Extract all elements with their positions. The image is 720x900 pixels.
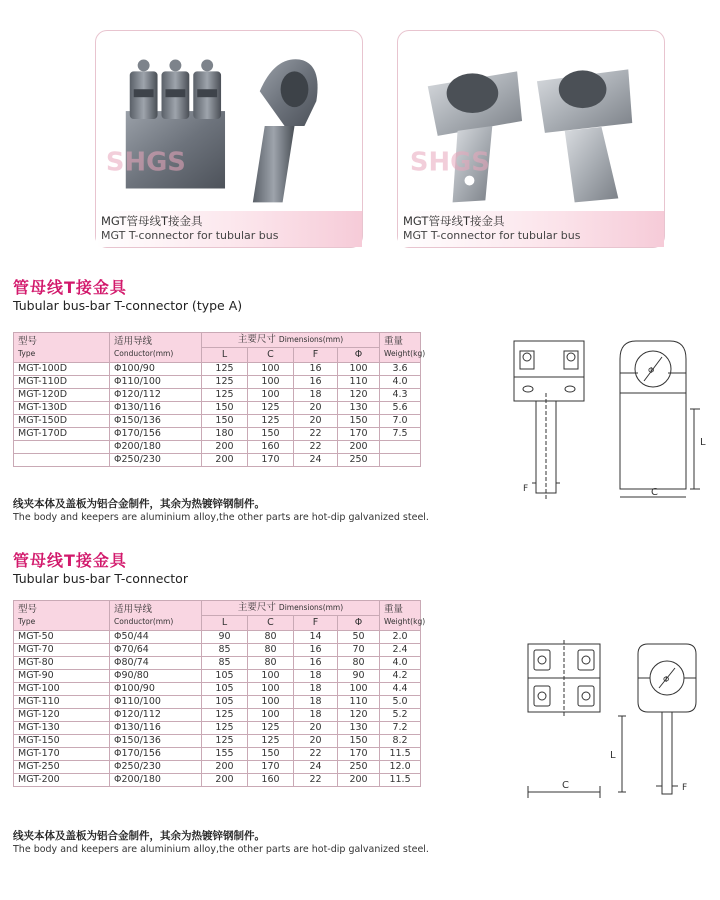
section-b-title-cn: 管母线T接金具: [13, 551, 127, 570]
drawing-b-label-l: L: [610, 750, 616, 761]
cell-l: 85: [202, 657, 248, 670]
cell-l: 125: [202, 376, 248, 389]
cell-c: 160: [248, 774, 294, 787]
cell-f: 22: [294, 748, 338, 761]
col-header-weight: 重量 Weight(kg): [380, 333, 421, 363]
cell-l: 200: [202, 454, 248, 467]
cell-phi: 170: [338, 748, 380, 761]
cell-c: 100: [248, 389, 294, 402]
cell-type: [14, 441, 110, 454]
cell-c: 125: [248, 722, 294, 735]
drawing-a-label-c: C: [651, 487, 658, 498]
cell-f: 18: [294, 670, 338, 683]
cell-conductor: Φ200/180: [110, 774, 202, 787]
cell-l: 155: [202, 748, 248, 761]
cell-type: MGT-130: [14, 722, 110, 735]
col-header-conductor: 适用导线 Conductor(mm): [110, 601, 202, 631]
photo-caption-cn-1: MGT管母线T接金具: [101, 214, 203, 228]
cell-conductor: Φ120/112: [110, 389, 202, 402]
cell-f: 18: [294, 389, 338, 402]
cell-phi: 130: [338, 722, 380, 735]
cell-phi: 50: [338, 631, 380, 644]
cell-l: 200: [202, 441, 248, 454]
table-row: [14, 735, 421, 748]
cell-l: 150: [202, 415, 248, 428]
cell-phi: 80: [338, 657, 380, 670]
svg-text:SHGS: SHGS: [105, 147, 186, 178]
drawing-a-label-phi: Φ: [648, 366, 655, 375]
cell-type: MGT-100: [14, 683, 110, 696]
cell-l: 105: [202, 683, 248, 696]
cell-f: 20: [294, 735, 338, 748]
col-header-type: 型号 Type: [14, 601, 110, 631]
cell-type: MGT-70: [14, 644, 110, 657]
section-a-title-en: Tubular bus-bar T-connector (type A): [13, 298, 243, 313]
section-a-title-cn: 管母线T接金具: [13, 278, 127, 297]
cell-f: 14: [294, 631, 338, 644]
cell-type: MGT-200: [14, 774, 110, 787]
cell-phi: 150: [338, 735, 380, 748]
cell-c: 125: [248, 735, 294, 748]
cell-phi: 200: [338, 774, 380, 787]
cell-c: 125: [248, 415, 294, 428]
cell-l: 150: [202, 402, 248, 415]
product-photo-card-2: [397, 30, 665, 248]
cell-conductor: Φ110/100: [110, 696, 202, 709]
cell-type: MGT-50: [14, 631, 110, 644]
cell-c: 170: [248, 454, 294, 467]
col-header-l: L: [202, 348, 248, 363]
col-header-l: L: [202, 616, 248, 631]
cell-f: 20: [294, 402, 338, 415]
cell-weight: 2.4: [380, 644, 421, 657]
drawing-a-label-f: F: [523, 484, 529, 494]
spec-table-b: [13, 600, 426, 787]
cell-f: 22: [294, 774, 338, 787]
cell-c: 125: [248, 402, 294, 415]
cell-f: 16: [294, 657, 338, 670]
cell-type: MGT-120: [14, 709, 110, 722]
cell-type: MGT-170D: [14, 428, 110, 441]
svg-text:SHGS: SHGS: [409, 147, 490, 178]
cell-c: 160: [248, 441, 294, 454]
cell-weight: 4.3: [380, 389, 421, 402]
cell-l: 105: [202, 670, 248, 683]
cell-f: 18: [294, 683, 338, 696]
cell-weight: 11.5: [380, 774, 421, 787]
section-a-note-en: The body and keepers are aluminium alloy,the other parts are hot-dip galvanized steel.: [13, 512, 429, 523]
table-row: [14, 748, 421, 761]
cell-weight: 5.6: [380, 402, 421, 415]
drawing-a: [508, 333, 708, 503]
cell-conductor: Φ50/44: [110, 631, 202, 644]
cell-conductor: Φ120/112: [110, 709, 202, 722]
photo-caption-en-2: MGT T-connector for tubular bus: [403, 229, 581, 242]
cell-c: 170: [248, 761, 294, 774]
col-header-dimensions: 主要尺寸 Dimensions(mm): [202, 601, 380, 616]
product-photo-1: [96, 31, 362, 211]
cell-phi: 250: [338, 454, 380, 467]
cell-weight: 7.5: [380, 428, 421, 441]
cell-weight: 5.2: [380, 709, 421, 722]
cell-l: 125: [202, 363, 248, 376]
drawing-a-label-l: L: [700, 437, 706, 448]
cell-weight: 12.0: [380, 761, 421, 774]
cell-weight: 7.2: [380, 722, 421, 735]
cell-weight: 2.0: [380, 631, 421, 644]
cell-type: MGT-110: [14, 696, 110, 709]
cell-weight: 4.4: [380, 683, 421, 696]
cell-c: 80: [248, 657, 294, 670]
table-row: [14, 631, 421, 644]
cell-weight: 7.0: [380, 415, 421, 428]
cell-weight: 4.0: [380, 657, 421, 670]
cell-l: 125: [202, 709, 248, 722]
cell-f: 20: [294, 722, 338, 735]
table-row: [14, 722, 421, 735]
table-row: [14, 644, 421, 657]
cell-phi: 150: [338, 415, 380, 428]
cell-l: 125: [202, 722, 248, 735]
product-photo-2: [398, 31, 664, 211]
cell-l: 125: [202, 389, 248, 402]
col-header-conductor: 适用导线 Conductor(mm): [110, 333, 202, 363]
section-a-note-cn: 线夹本体及盖板为铝合金制件，其余为热镀锌钢制件。: [13, 498, 265, 510]
col-header-f: F: [294, 348, 338, 363]
cell-l: 180: [202, 428, 248, 441]
table-row: [14, 774, 421, 787]
cell-c: 100: [248, 376, 294, 389]
col-header-phi: Φ: [338, 616, 380, 631]
cell-conductor: Φ130/116: [110, 402, 202, 415]
drawing-b: [520, 640, 710, 805]
cell-l: 200: [202, 761, 248, 774]
table-row: [14, 441, 421, 454]
cell-weight: 4.0: [380, 376, 421, 389]
cell-weight: [380, 454, 421, 467]
cell-phi: 110: [338, 696, 380, 709]
cell-phi: 120: [338, 389, 380, 402]
cell-phi: 90: [338, 670, 380, 683]
cell-f: 16: [294, 363, 338, 376]
cell-phi: 200: [338, 441, 380, 454]
col-header-c: C: [248, 348, 294, 363]
cell-conductor: Φ250/230: [110, 454, 202, 467]
cell-weight: 3.6: [380, 363, 421, 376]
cell-type: [14, 454, 110, 467]
section-b-note-en: The body and keepers are aluminium alloy,the other parts are hot-dip galvanized steel.: [13, 844, 429, 855]
table-row: [14, 389, 421, 402]
cell-conductor: Φ80/74: [110, 657, 202, 670]
product-photo-card-1: [95, 30, 363, 248]
table-row: [14, 363, 421, 376]
cell-conductor: Φ100/90: [110, 683, 202, 696]
cell-f: 24: [294, 454, 338, 467]
cell-conductor: Φ250/230: [110, 761, 202, 774]
cell-l: 125: [202, 735, 248, 748]
cell-f: 16: [294, 644, 338, 657]
cell-type: MGT-120D: [14, 389, 110, 402]
drawing-b-label-c: C: [562, 780, 569, 791]
cell-c: 100: [248, 683, 294, 696]
table-row: [14, 454, 421, 467]
cell-conductor: Φ150/136: [110, 415, 202, 428]
spec-table-a: [13, 332, 426, 467]
cell-type: MGT-130D: [14, 402, 110, 415]
col-header-f: F: [294, 616, 338, 631]
cell-conductor: Φ90/80: [110, 670, 202, 683]
table-row: [14, 696, 421, 709]
col-header-c: C: [248, 616, 294, 631]
cell-type: MGT-170: [14, 748, 110, 761]
cell-c: 80: [248, 644, 294, 657]
table-row: [14, 415, 421, 428]
drawing-b-label-f: F: [682, 783, 688, 793]
photo-caption-1: [96, 211, 362, 247]
cell-weight: [380, 441, 421, 454]
cell-conductor: Φ130/116: [110, 722, 202, 735]
cell-c: 100: [248, 696, 294, 709]
cell-c: 150: [248, 748, 294, 761]
photo-caption-cn-2: MGT管母线T接金具: [403, 214, 505, 228]
cell-f: 20: [294, 415, 338, 428]
cell-c: 100: [248, 363, 294, 376]
table-row: [14, 402, 421, 415]
cell-f: 16: [294, 376, 338, 389]
cell-type: MGT-250: [14, 761, 110, 774]
table-row: [14, 683, 421, 696]
photo-caption-en-1: MGT T-connector for tubular bus: [101, 229, 279, 242]
cell-f: 18: [294, 696, 338, 709]
table-row: [14, 709, 421, 722]
cell-weight: 5.0: [380, 696, 421, 709]
cell-type: MGT-150D: [14, 415, 110, 428]
cell-f: 22: [294, 441, 338, 454]
col-header-dimensions: 主要尺寸 Dimensions(mm): [202, 333, 380, 348]
cell-weight: 11.5: [380, 748, 421, 761]
cell-weight: 8.2: [380, 735, 421, 748]
cell-l: 105: [202, 696, 248, 709]
cell-type: MGT-100D: [14, 363, 110, 376]
table-row: [14, 428, 421, 441]
col-header-type: 型号 Type: [14, 333, 110, 363]
cell-type: MGT-110D: [14, 376, 110, 389]
cell-l: 90: [202, 631, 248, 644]
cell-c: 100: [248, 709, 294, 722]
cell-f: 24: [294, 761, 338, 774]
cell-conductor: Φ170/156: [110, 428, 202, 441]
cell-f: 18: [294, 709, 338, 722]
cell-phi: 100: [338, 363, 380, 376]
cell-f: 22: [294, 428, 338, 441]
col-header-weight: 重量 Weight(kg): [380, 601, 421, 631]
table-row: [14, 670, 421, 683]
drawing-b-label-phi: Φ: [663, 675, 670, 684]
cell-conductor: Φ70/64: [110, 644, 202, 657]
section-b-note-cn: 线夹本体及盖板为铝合金制件，其余为热镀锌钢制件。: [13, 830, 265, 842]
cell-phi: 110: [338, 376, 380, 389]
cell-type: MGT-90: [14, 670, 110, 683]
col-header-phi: Φ: [338, 348, 380, 363]
cell-c: 80: [248, 631, 294, 644]
cell-conductor: Φ170/156: [110, 748, 202, 761]
cell-c: 100: [248, 670, 294, 683]
cell-type: MGT-80: [14, 657, 110, 670]
cell-phi: 170: [338, 428, 380, 441]
cell-l: 200: [202, 774, 248, 787]
cell-phi: 120: [338, 709, 380, 722]
cell-conductor: Φ150/136: [110, 735, 202, 748]
cell-type: MGT-150: [14, 735, 110, 748]
cell-phi: 250: [338, 761, 380, 774]
cell-phi: 130: [338, 402, 380, 415]
cell-conductor: Φ100/90: [110, 363, 202, 376]
cell-phi: 100: [338, 683, 380, 696]
table-row: [14, 376, 421, 389]
cell-phi: 70: [338, 644, 380, 657]
photo-caption-2: [398, 211, 664, 247]
cell-conductor: Φ200/180: [110, 441, 202, 454]
cell-conductor: Φ110/100: [110, 376, 202, 389]
table-row: [14, 657, 421, 670]
cell-weight: 4.2: [380, 670, 421, 683]
cell-l: 85: [202, 644, 248, 657]
section-b-title-en: Tubular bus-bar T-connector: [13, 571, 188, 586]
cell-c: 150: [248, 428, 294, 441]
table-row: [14, 761, 421, 774]
